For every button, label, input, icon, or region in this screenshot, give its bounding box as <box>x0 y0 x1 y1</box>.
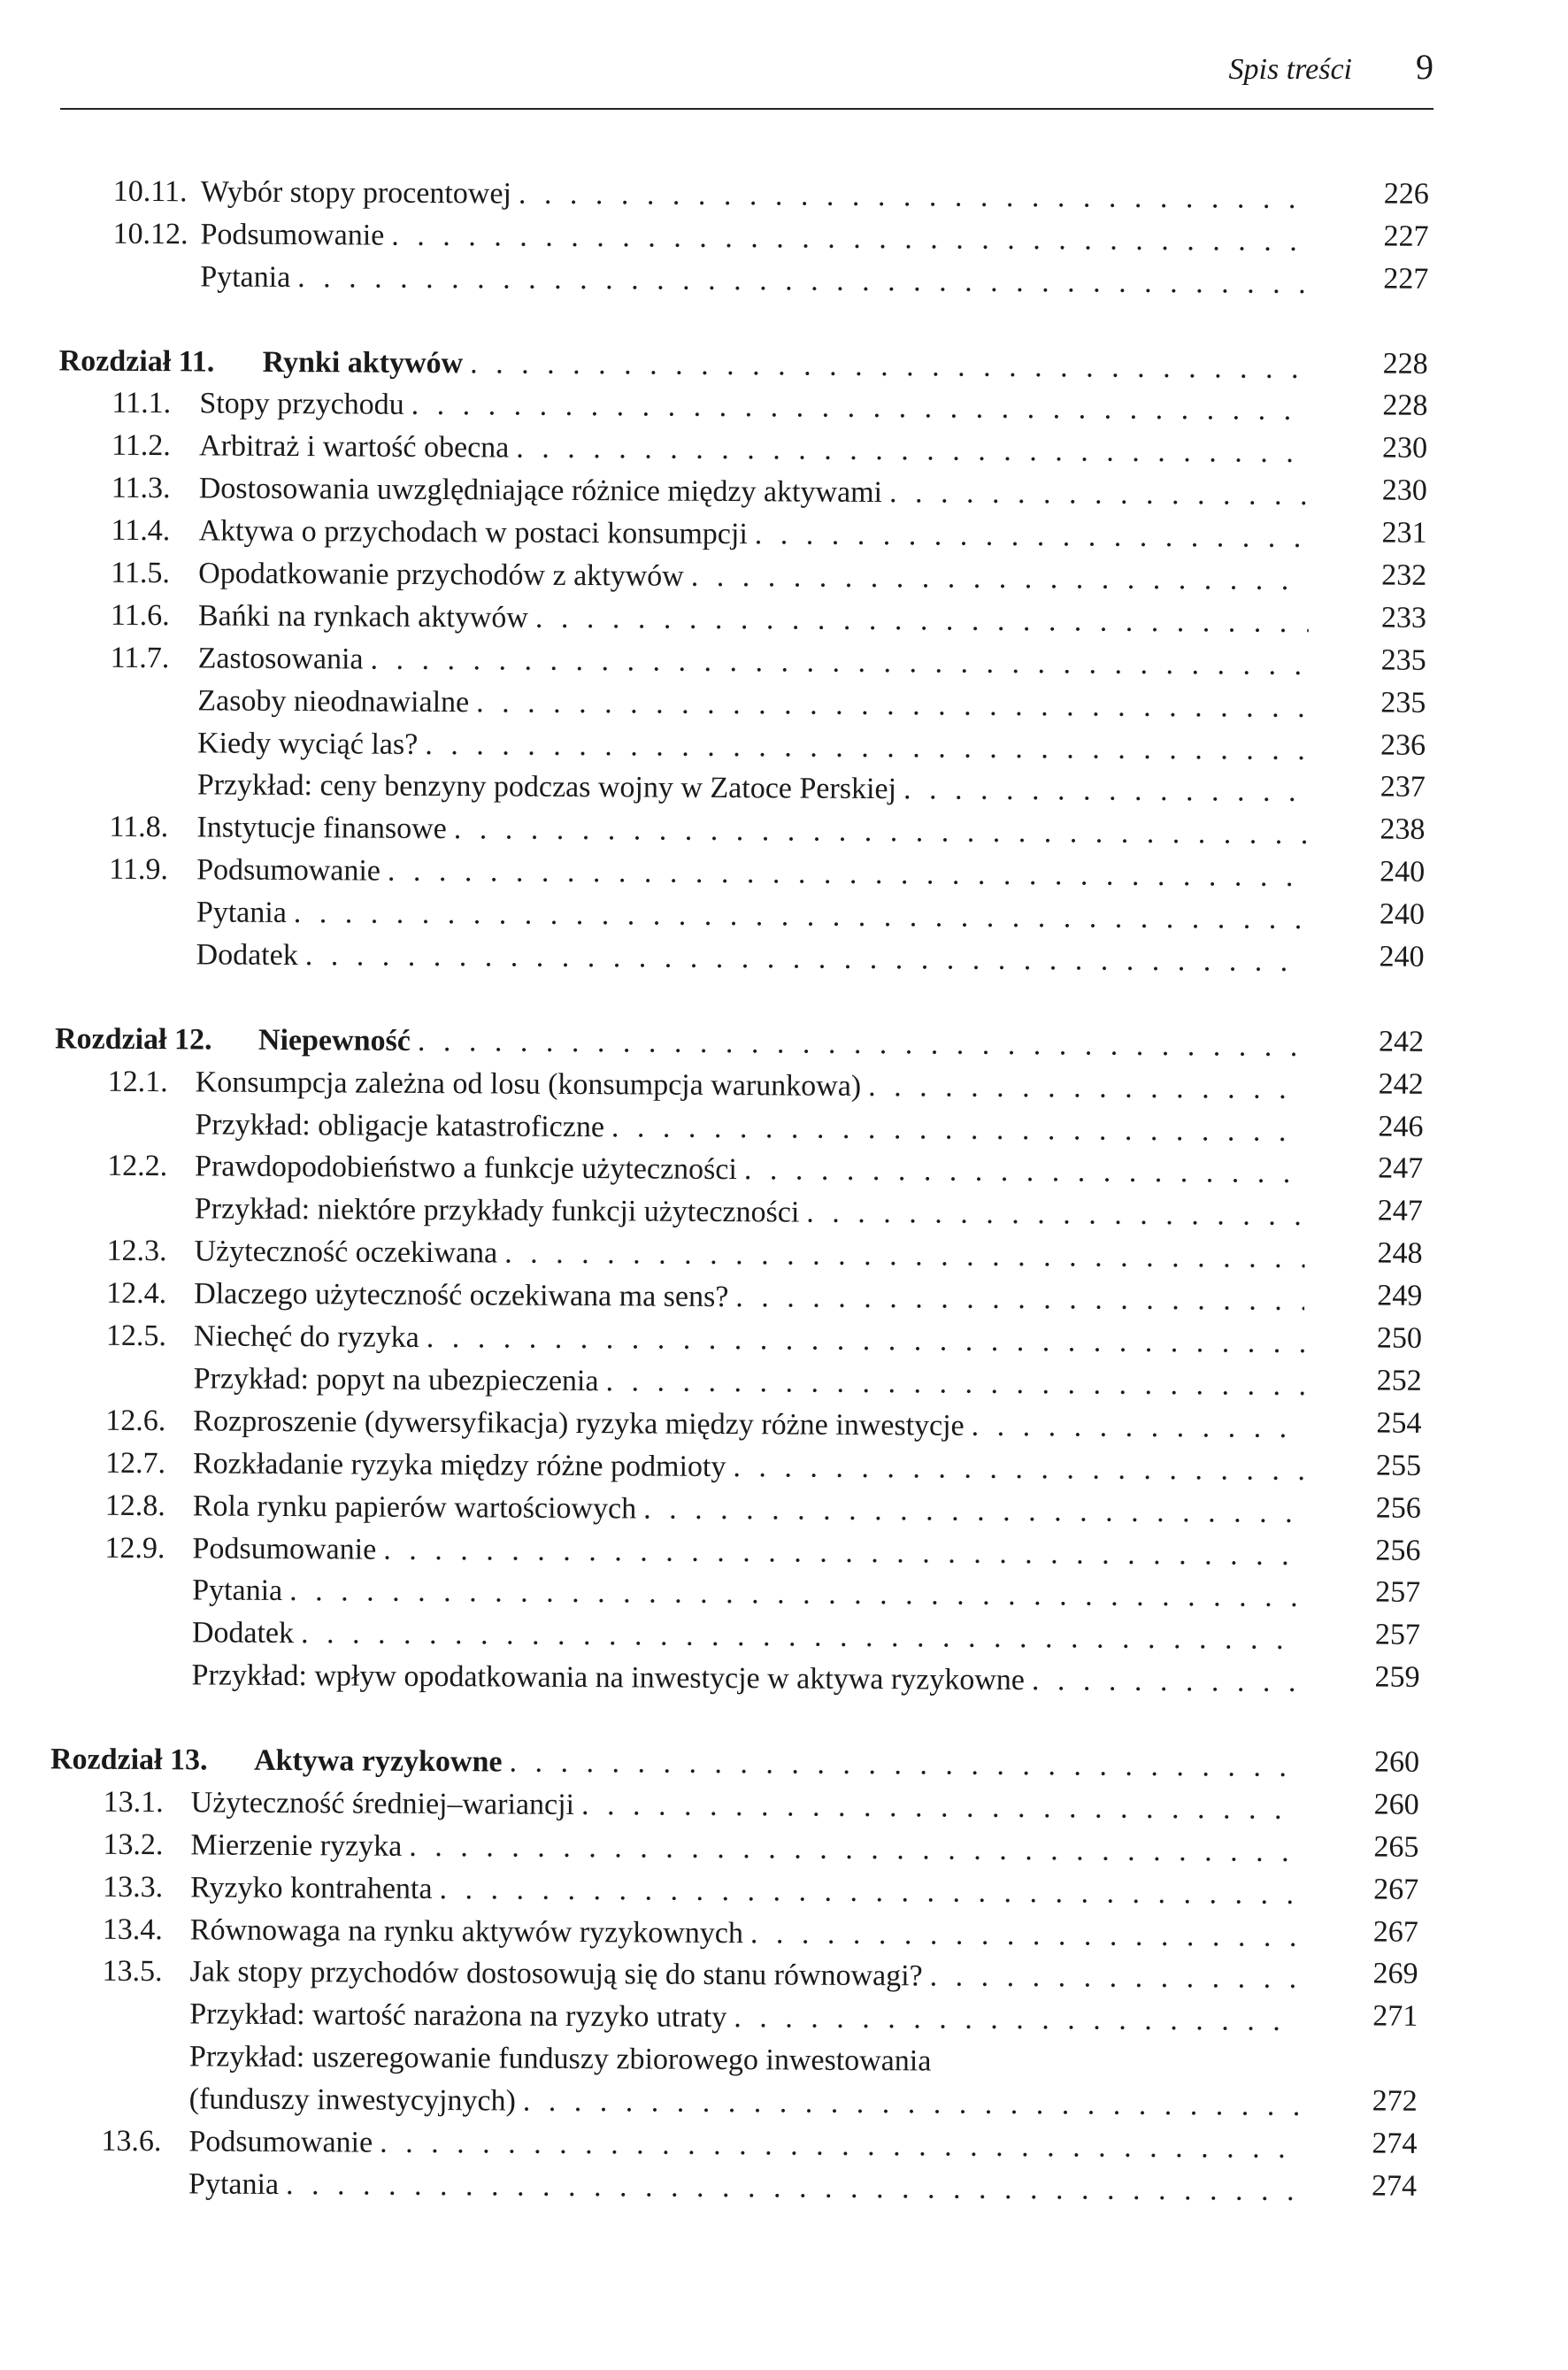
entry-title: (funduszy inwestycyjnych) <box>188 2082 516 2118</box>
entry-title-wrap <box>197 722 1308 772</box>
entry-title: Instytucje finansowe <box>196 811 447 846</box>
entry-page: 227 <box>1383 219 1429 253</box>
entry-title: Zastosowania <box>197 642 364 676</box>
entry-page: 252 <box>1376 1364 1422 1397</box>
dot-leader <box>376 1528 1303 1576</box>
entry-page: 257 <box>1375 1575 1421 1610</box>
entry-title: Pytania <box>192 1574 283 1608</box>
entry-title-wrap <box>194 1315 1304 1365</box>
entry-title-wrap <box>195 1104 1305 1153</box>
dot-leader <box>282 1570 1303 1619</box>
dot-leader <box>287 892 1307 941</box>
entry-page: 240 <box>1379 940 1425 973</box>
entry-page: 236 <box>1380 728 1426 762</box>
dot-leader <box>418 723 1308 771</box>
dot-leader <box>497 1233 1305 1280</box>
entry-title: Zasoby nieodnawialne <box>197 684 470 719</box>
entry-page: 269 <box>1372 1957 1418 1991</box>
entry-title-wrap <box>199 383 1310 433</box>
entry-title: Aktywa ryzykowne <box>253 1743 503 1779</box>
entry-title-wrap <box>198 511 1309 560</box>
entry-title-wrap <box>254 1740 1302 1789</box>
entry-number: 11.5. <box>111 556 171 590</box>
entry-title-wrap <box>194 1273 1304 1323</box>
entry-title-wrap <box>198 552 1309 602</box>
entry-page: 256 <box>1375 1491 1421 1525</box>
entry-page: 235 <box>1380 643 1426 677</box>
entry-page: 247 <box>1377 1194 1423 1228</box>
dot-leader <box>882 472 1310 517</box>
entry-title-wrap <box>191 1655 1302 1704</box>
entry-number: 11.9. <box>109 853 169 887</box>
entry-title: Rozkładanie ryzyka między różne podmioty <box>192 1447 726 1483</box>
entry-title: Użyteczność oczekiwana <box>194 1235 498 1270</box>
entry-title-wrap <box>198 595 1309 644</box>
entry-number: 11.1. <box>111 387 172 420</box>
entry-title: Dodatek <box>196 938 298 973</box>
dot-leader <box>432 1868 1301 1916</box>
dot-leader <box>509 427 1310 474</box>
entry-title-wrap <box>191 1781 1302 1831</box>
entry-title-wrap <box>189 1951 1300 2001</box>
entry-number: Rozdział 11. <box>58 343 215 379</box>
dot-leader <box>298 935 1307 983</box>
entry-number: 13.2. <box>103 1828 164 1861</box>
dot-leader <box>965 1405 1304 1450</box>
running-header <box>60 44 1433 110</box>
entry-number: 11.3. <box>111 472 171 505</box>
dot-leader <box>574 1784 1302 1831</box>
dot-leader <box>598 1360 1303 1407</box>
entry-page: 233 <box>1380 601 1427 635</box>
entry-title-wrap <box>197 637 1308 687</box>
entry-title-wrap <box>188 2120 1299 2170</box>
entry-title: Konsumpcja zależna od losu (konsumpcja warunkowa) <box>195 1066 862 1103</box>
entry-page: 247 <box>1378 1152 1424 1186</box>
dot-leader <box>419 1317 1304 1365</box>
entry-number: 11.4. <box>111 513 171 548</box>
entry-title: Przykład: ceny benzyny podczas wojny w Zatoce Perskiej <box>196 768 897 806</box>
dot-leader <box>737 1150 1306 1196</box>
entry-title-wrap <box>190 1909 1301 1958</box>
entry-number: 12.5. <box>105 1319 167 1353</box>
entry-page: 260 <box>1373 1788 1419 1821</box>
entry-title-wrap <box>199 426 1310 475</box>
dot-leader <box>411 1020 1306 1068</box>
entry-number: Rozdział 12. <box>54 1022 212 1057</box>
entry-number: 12.1. <box>107 1065 168 1098</box>
entry-title-wrap <box>197 680 1308 729</box>
entry-title-wrap <box>196 850 1307 899</box>
dot-leader <box>511 173 1311 220</box>
entry-title: Pytania <box>188 2167 280 2201</box>
entry-number: 12.7. <box>104 1446 166 1480</box>
dot-leader <box>923 1956 1301 2001</box>
table-of-contents <box>0 170 1568 2214</box>
dot-leader <box>502 1741 1302 1788</box>
entry-title: Przykład: obligacje katastroficzne <box>195 1107 605 1143</box>
entry-number: 12.4. <box>106 1276 167 1311</box>
entry-title-wrap <box>196 1061 1306 1111</box>
entry-page: 249 <box>1377 1279 1423 1312</box>
entry-number: 13.5. <box>102 1955 163 1989</box>
entry-page: 230 <box>1381 473 1427 508</box>
entry-page: 242 <box>1378 1025 1425 1058</box>
entry-number: 13.3. <box>103 1870 164 1904</box>
entry-page: 231 <box>1381 516 1427 550</box>
entry-page: 255 <box>1375 1449 1422 1482</box>
entry-page: 240 <box>1380 855 1426 889</box>
dot-leader <box>363 638 1308 686</box>
entry-title: Ryzyko kontrahenta <box>190 1870 433 1905</box>
entry-page: 254 <box>1376 1406 1422 1440</box>
dot-leader <box>604 1106 1306 1153</box>
toc-entry <box>0 2162 1556 2214</box>
dot-leader <box>748 513 1310 559</box>
dot-leader <box>373 2122 1299 2170</box>
entry-title: Podsumowanie <box>196 853 381 888</box>
entry-title-wrap <box>197 765 1308 814</box>
dot-leader <box>728 1276 1304 1322</box>
entry-title: Jak stopy przychodów dostosowują się do stanu równowagi? <box>189 1955 923 1993</box>
entry-number: 12.9. <box>104 1531 165 1565</box>
entry-title: Rynki aktywów <box>262 345 464 380</box>
entry-number: 11.8. <box>109 811 169 844</box>
entry-title: Rola rynku papierów wartościowych <box>192 1489 637 1526</box>
entry-page: 238 <box>1380 812 1426 847</box>
dot-leader <box>384 215 1311 263</box>
entry-title-wrap <box>196 807 1307 857</box>
entry-title: Kiedy wyciąć las? <box>196 726 419 761</box>
entry-title: Prawdopodobieństwo a funkcje użyteczności <box>195 1150 737 1187</box>
entry-page: 274 <box>1372 2127 1418 2160</box>
entry-title-wrap <box>192 1527 1303 1577</box>
dot-leader <box>861 1066 1306 1111</box>
entry-title-wrap <box>194 1231 1304 1281</box>
entry-page: 256 <box>1375 1534 1421 1567</box>
entry-title: Bańki na rynkach aktywów <box>197 599 529 635</box>
entry-title: Podsumowanie <box>188 2125 373 2159</box>
entry-title-wrap <box>189 2078 1300 2128</box>
entry-number: 10.12. <box>112 217 188 251</box>
dot-leader <box>726 1997 1300 2043</box>
entry-title-wrap <box>189 2036 1300 2086</box>
entry-title: Wybór stopy procentowej <box>200 175 512 211</box>
entry-title: Przykład: wpływ opodatkowania na inwestycje w aktywa ryzykowne <box>191 1658 1026 1697</box>
entry-page: 230 <box>1381 431 1428 466</box>
entry-title-wrap <box>199 468 1310 518</box>
dot-leader <box>463 342 1311 390</box>
dot-leader <box>294 1612 1303 1661</box>
entry-title: Stopy przychodu <box>199 387 404 422</box>
entry-title: Przykład: popyt na ubezpieczenia <box>193 1362 599 1398</box>
entry-page: 232 <box>1381 558 1427 592</box>
running-header-title: Spis treści <box>1228 53 1352 86</box>
entry-title: Dostosowania uwzględniające różnice między aktywami <box>198 472 883 510</box>
entry-title-wrap <box>258 1020 1306 1068</box>
entry-title: Pytania <box>200 260 291 294</box>
entry-number: 12.8. <box>104 1489 165 1522</box>
entry-title: Rozproszenie (dywersyfikacja) ryzyka między różne inwestycje <box>193 1404 965 1443</box>
dot-leader <box>799 1192 1305 1237</box>
entry-page: 259 <box>1374 1660 1420 1695</box>
entry-title: Dlaczego użyteczność oczekiwana ma sens? <box>194 1277 729 1314</box>
entry-number: 13.4. <box>102 1912 163 1946</box>
entry-title: Niepewność <box>257 1023 411 1058</box>
entry-title-wrap <box>263 341 1311 389</box>
dot-leader <box>636 1488 1303 1535</box>
entry-number: 13.1. <box>103 1785 164 1820</box>
entry-title-wrap <box>190 1824 1301 1874</box>
entry-title: Arbitraż i wartość obecna <box>198 429 510 465</box>
page-number: 9 <box>1416 47 1433 87</box>
entry-title-wrap <box>201 171 1311 220</box>
entry-title: Aktywa o przychodach w postaci konsumpcji <box>198 514 748 551</box>
entry-title-wrap <box>192 1570 1303 1620</box>
entry-title-wrap <box>193 1443 1303 1492</box>
dot-leader <box>290 257 1311 305</box>
entry-page: 274 <box>1372 2169 1418 2203</box>
dot-leader <box>1025 1659 1303 1704</box>
entry-page: 267 <box>1373 1873 1419 1906</box>
entry-page: 271 <box>1372 1999 1418 2034</box>
entry-page: 228 <box>1382 389 1428 423</box>
dot-leader <box>743 1912 1301 1958</box>
entry-title: Dodatek <box>191 1616 295 1651</box>
entry-title-wrap <box>200 213 1311 263</box>
entry-title: Mierzenie ryzyka <box>190 1828 403 1863</box>
entry-number: 12.6. <box>105 1404 166 1437</box>
entry-number: 13.6. <box>101 2124 162 2158</box>
dot-leader <box>404 384 1311 432</box>
entry-page: 265 <box>1373 1830 1419 1864</box>
dot-leader <box>469 681 1308 729</box>
entry-title: Przykład: niektóre przykłady funkcji użyteczności <box>194 1192 800 1229</box>
entry-title-wrap <box>196 934 1306 983</box>
entry-title: Niechęć do ryzyka <box>193 1320 419 1354</box>
entry-page: 257 <box>1374 1618 1421 1652</box>
entry-page: 237 <box>1380 771 1426 804</box>
dot-leader <box>528 597 1309 644</box>
dot-leader <box>726 1446 1303 1492</box>
entry-title: Równowaga na rynku aktywów ryzykownych <box>189 1912 744 1950</box>
entry-title: Podsumowanie <box>200 218 385 252</box>
entry-number: 12.2. <box>107 1150 168 1183</box>
entry-title-wrap <box>193 1485 1303 1535</box>
entry-title-wrap <box>189 1994 1300 2043</box>
entry-number: 12.3. <box>106 1235 167 1268</box>
entry-page: 246 <box>1378 1110 1424 1143</box>
entry-title-wrap <box>194 1358 1304 1407</box>
entry-page: 272 <box>1372 2084 1418 2118</box>
dot-leader <box>380 850 1307 898</box>
entry-number: 11.6. <box>110 598 170 633</box>
entry-page: 226 <box>1383 177 1429 211</box>
entry-title: Podsumowanie <box>192 1531 377 1566</box>
entry-title-wrap <box>193 1400 1303 1450</box>
entry-title-wrap <box>200 256 1311 305</box>
dot-leader <box>402 1826 1301 1874</box>
entry-title-wrap <box>188 2163 1299 2212</box>
entry-title: Użyteczność średniej–wariancji <box>190 1786 575 1821</box>
entry-page: 260 <box>1373 1745 1420 1779</box>
entry-page: 228 <box>1382 347 1428 381</box>
entry-page: 235 <box>1380 686 1426 719</box>
dot-leader <box>896 769 1308 814</box>
entry-title: Opodatkowanie przychodów z aktywów <box>198 557 684 593</box>
entry-page: 242 <box>1378 1067 1424 1101</box>
entry-title-wrap <box>196 892 1307 942</box>
entry-number: Rozdział 13. <box>50 1743 208 1777</box>
entry-number: 10.11. <box>112 174 188 209</box>
entry-page: 240 <box>1379 897 1426 931</box>
dot-leader <box>279 2164 1299 2212</box>
header-rule <box>60 108 1433 110</box>
entry-title: Przykład: uszeregowanie funduszy zbiorowego inwestowania <box>188 2040 932 2078</box>
entry-page: 248 <box>1377 1236 1423 1271</box>
entry-page: 227 <box>1383 262 1429 296</box>
entry-page: 267 <box>1372 1915 1418 1949</box>
dot-leader <box>516 2081 1300 2128</box>
entry-title-wrap <box>190 1866 1301 1916</box>
entry-title: Przykład: wartość narażona na ryzyko utraty <box>189 1997 727 2035</box>
dot-leader <box>447 808 1308 856</box>
entry-title: Pytania <box>196 896 287 930</box>
dot-leader <box>684 556 1310 602</box>
entry-number: 11.2. <box>111 429 171 463</box>
entry-number: 11.7. <box>110 641 170 674</box>
entry-title-wrap <box>195 1189 1305 1238</box>
entry-page: 250 <box>1376 1321 1423 1355</box>
entry-title-wrap <box>192 1612 1303 1662</box>
entry-title-wrap <box>195 1146 1305 1196</box>
